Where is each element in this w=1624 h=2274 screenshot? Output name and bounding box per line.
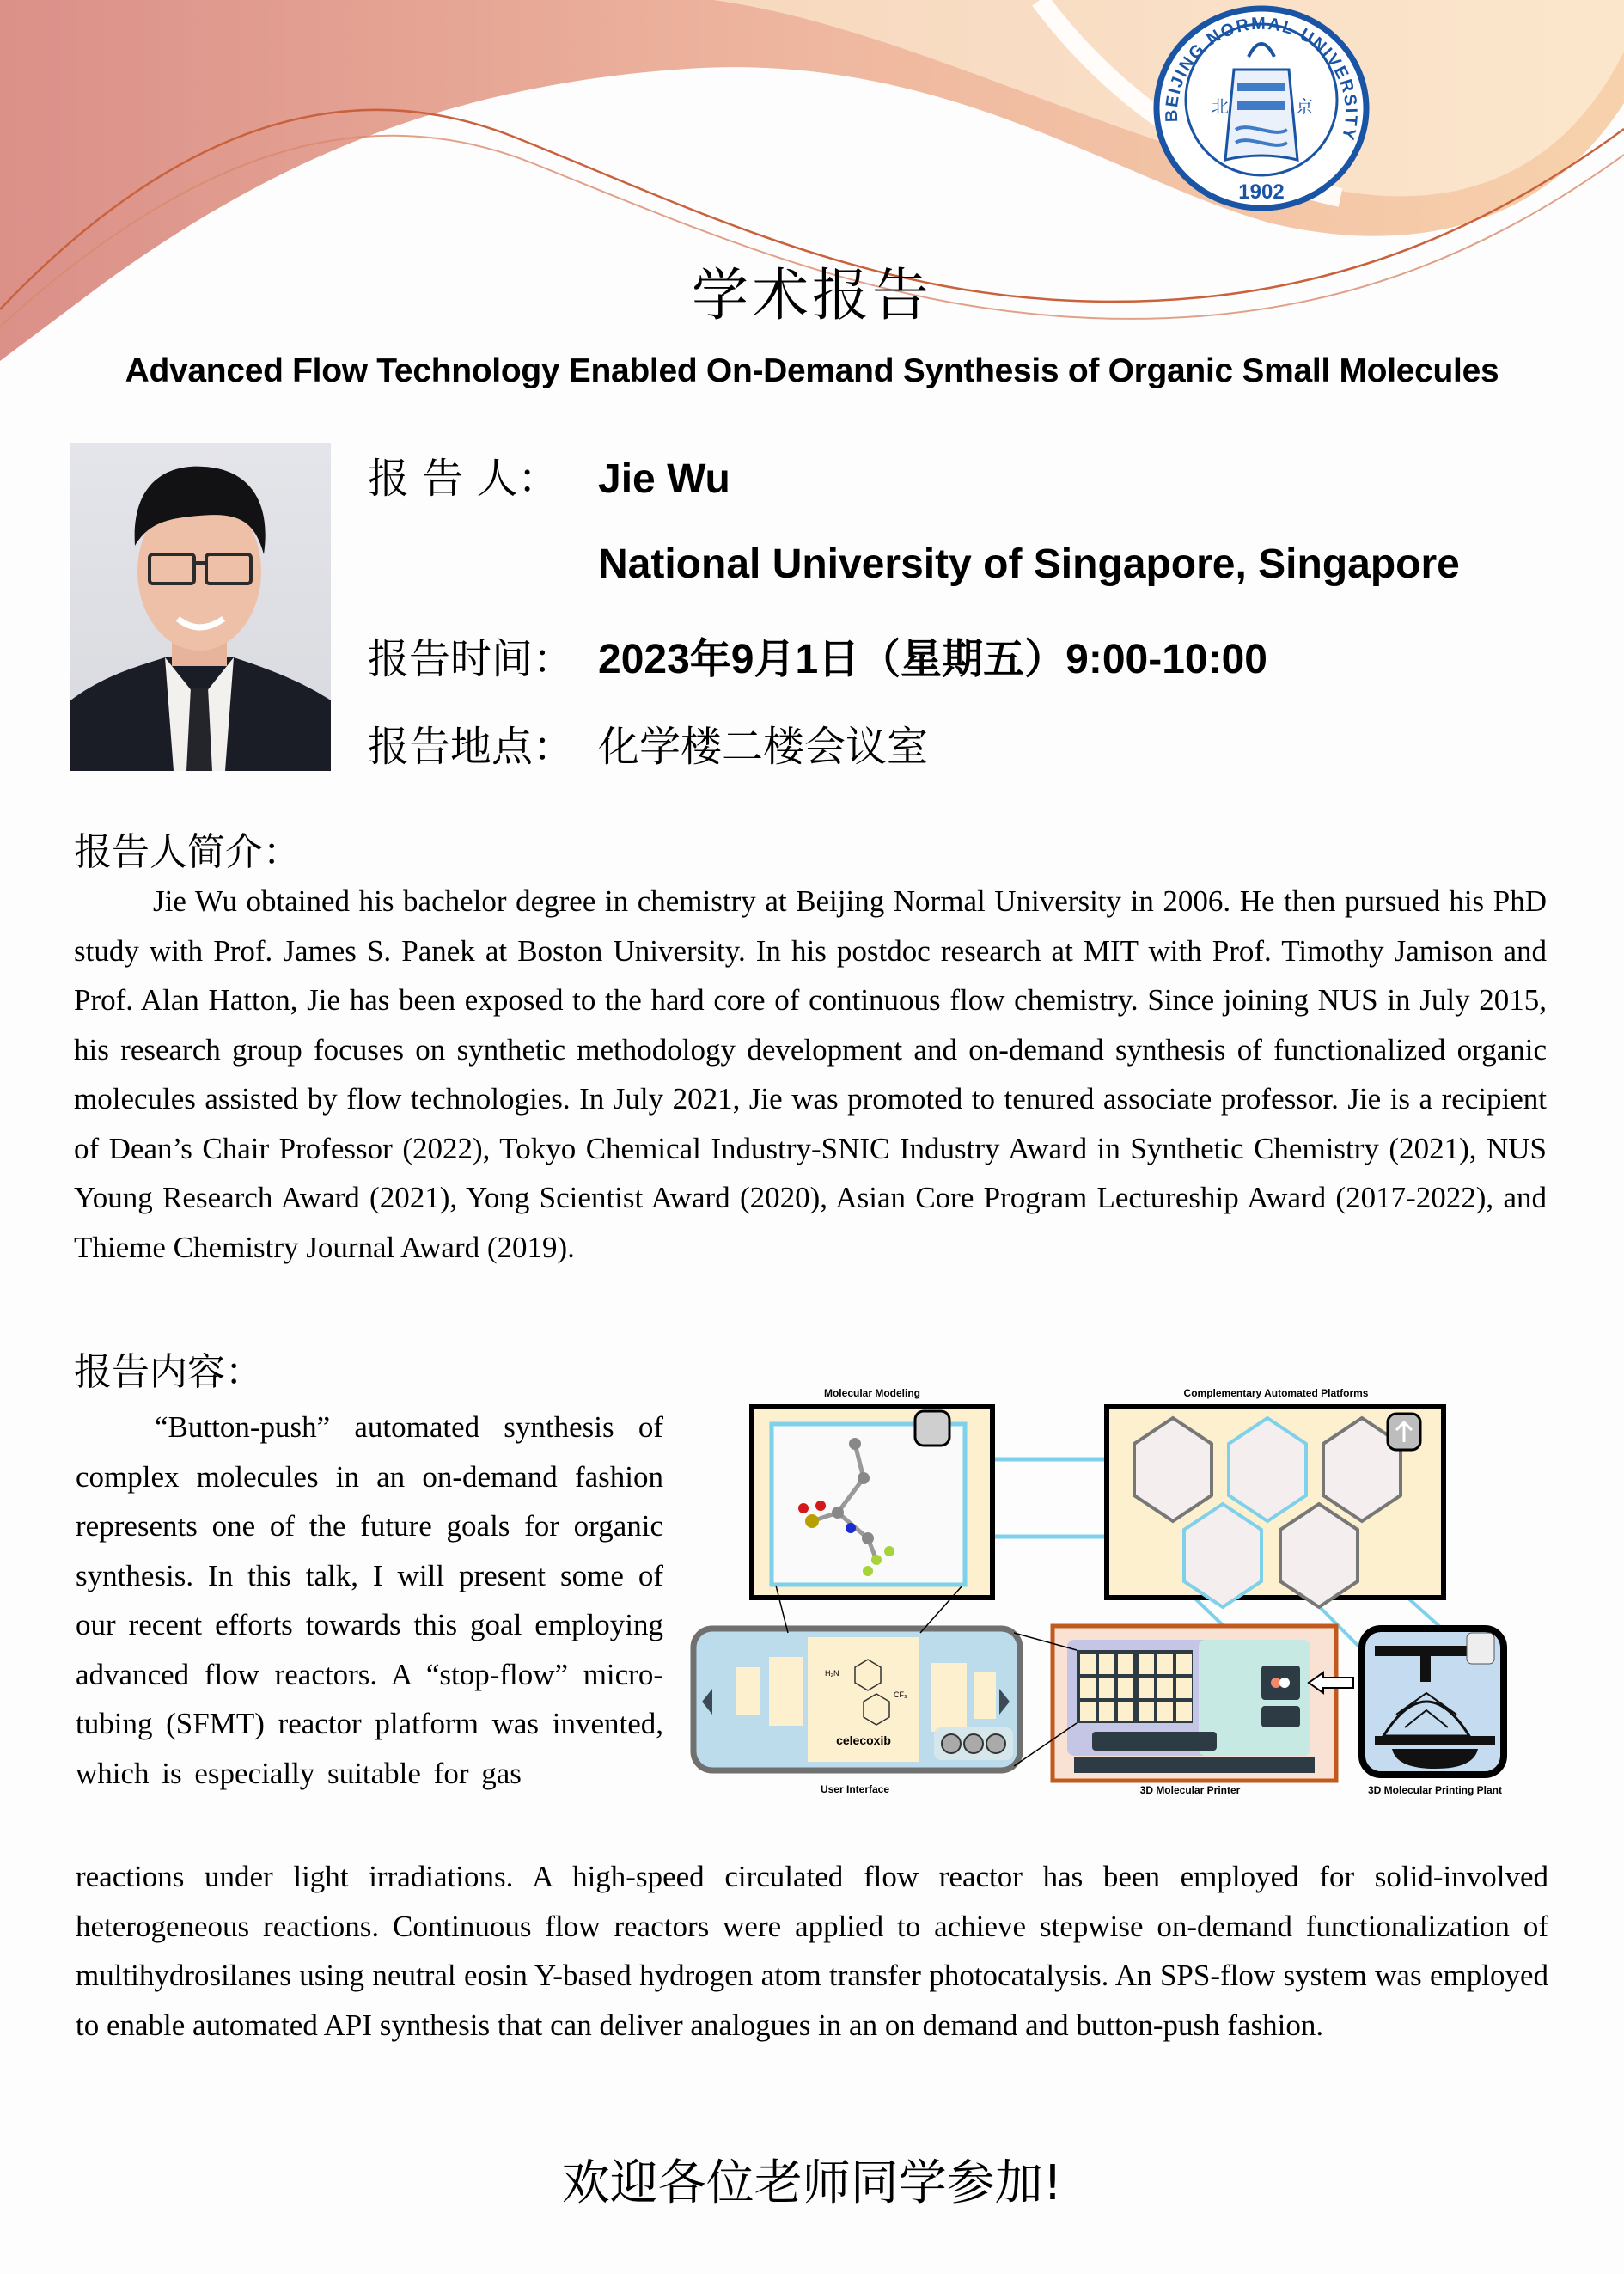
logo-ring-text: BEIJING NORMAL UNIVERSITY — [1162, 14, 1361, 144]
svg-text:北: 北 — [1212, 96, 1229, 117]
abstract-paragraph-wrapped — [76, 1403, 663, 1798]
page-title: 学术报告 — [692, 262, 932, 328]
speaker-affiliation: National University of Singapore, Singapore — [598, 541, 1460, 587]
caption-automated-platforms: Complementary Automated Platforms — [1183, 1387, 1369, 1399]
abstract-text-part1: “Button-push” automated synthesis of complex molecules in an on-demand fashion represents one of the future goals for organic synthesis. In this talk, I will present some of our recent efforts towards this goal employing advanced flow reactors. A “stop-flow” micro-tubing (SFMT) reactor platform was invented, which is especially suitable for gas — [76, 1410, 663, 1790]
logo-year: 1902 — [1238, 180, 1285, 204]
time-row — [368, 626, 1267, 685]
talk-location: 化学楼二楼会议室 — [598, 723, 929, 771]
time-label: 报告时间： — [368, 635, 575, 683]
talk-time: 2023年9月1日（星期五）9:00-10:00 — [598, 637, 1267, 682]
abstract-paragraph-full — [76, 1852, 1548, 2050]
location-label: 报告地点： — [368, 723, 575, 771]
university-logo — [1150, 5, 1373, 211]
caption-user-interface: User Interface — [820, 1783, 890, 1795]
welcome-message: 欢迎各位老师同学参加! — [561, 2155, 1063, 2211]
speaker-photo — [70, 443, 331, 771]
caption-printing-plant: 3D Molecular Printing Plant — [1367, 1784, 1503, 1796]
location-row — [368, 713, 928, 773]
synthesis-figure — [683, 1375, 1542, 1813]
speaker-name: Jie Wu — [598, 456, 730, 502]
abstract-heading: 报告内容： — [74, 1350, 263, 1394]
molecule-label: celecoxib — [836, 1733, 891, 1747]
talk-title: Advanced Flow Technology Enabled On-Demand Synthesis of Organic Small Molecules — [125, 352, 1499, 389]
bio-heading: 报告人简介： — [74, 830, 301, 874]
svg-text:H₂N: H₂N — [825, 1669, 839, 1678]
abstract-text-part2: reactions under light irradiations. A high-speed circulated flow reactor has been employed for solid-involved heterogeneous reactions. Continuous flow reactors were applied to achieve stepwise on-demand functionalization of multihydrosilanes using neutral eosin Y-based hydrogen atom transfer photocatalysis. An SPS-flow system was employed to enable automated API synthesis that can deliver analogues in an on demand and button-push fashion. — [76, 1860, 1548, 2042]
caption-molecular-modeling: Molecular Modeling — [823, 1387, 921, 1399]
speaker-row — [368, 445, 730, 504]
speaker-label: 报 告 人： — [368, 455, 559, 503]
affiliation-row — [368, 540, 1460, 588]
bio-paragraph — [74, 877, 1547, 1272]
bio-text: Jie Wu obtained his bachelor degree in chemistry at Beijing Normal University in 2006. He then pursued his PhD study with Prof. James S. Panek at Boston University. In his postdoc research at MIT with Prof. Timothy Jamison and Prof. Alan Hatton, Jie has been exposed to the hard core of continuous flow chemistry. Since joining NUS in July 2015, his research group focuses on synthetic methodology development and on-demand synthesis of functionalized organic molecules assisted by flow technologies. In July 2021, Jie was promoted to tenured associate professor. Jie is a recipient of Dean’s Chair Professor (2022), Tokyo Chemical Industry-SNIC Industry Award in Synthetic Chemistry (2021), NUS Young Research Award (2021), Yong Scientist Award (2020), Asian Core Program Lectureship Award (2017-2022), and Thieme Chemistry Journal Award (2019). — [74, 884, 1547, 1264]
svg-text:CF₃: CF₃ — [894, 1690, 907, 1699]
caption-printer: 3D Molecular Printer — [1139, 1784, 1241, 1796]
svg-text:京: 京 — [1296, 96, 1313, 117]
